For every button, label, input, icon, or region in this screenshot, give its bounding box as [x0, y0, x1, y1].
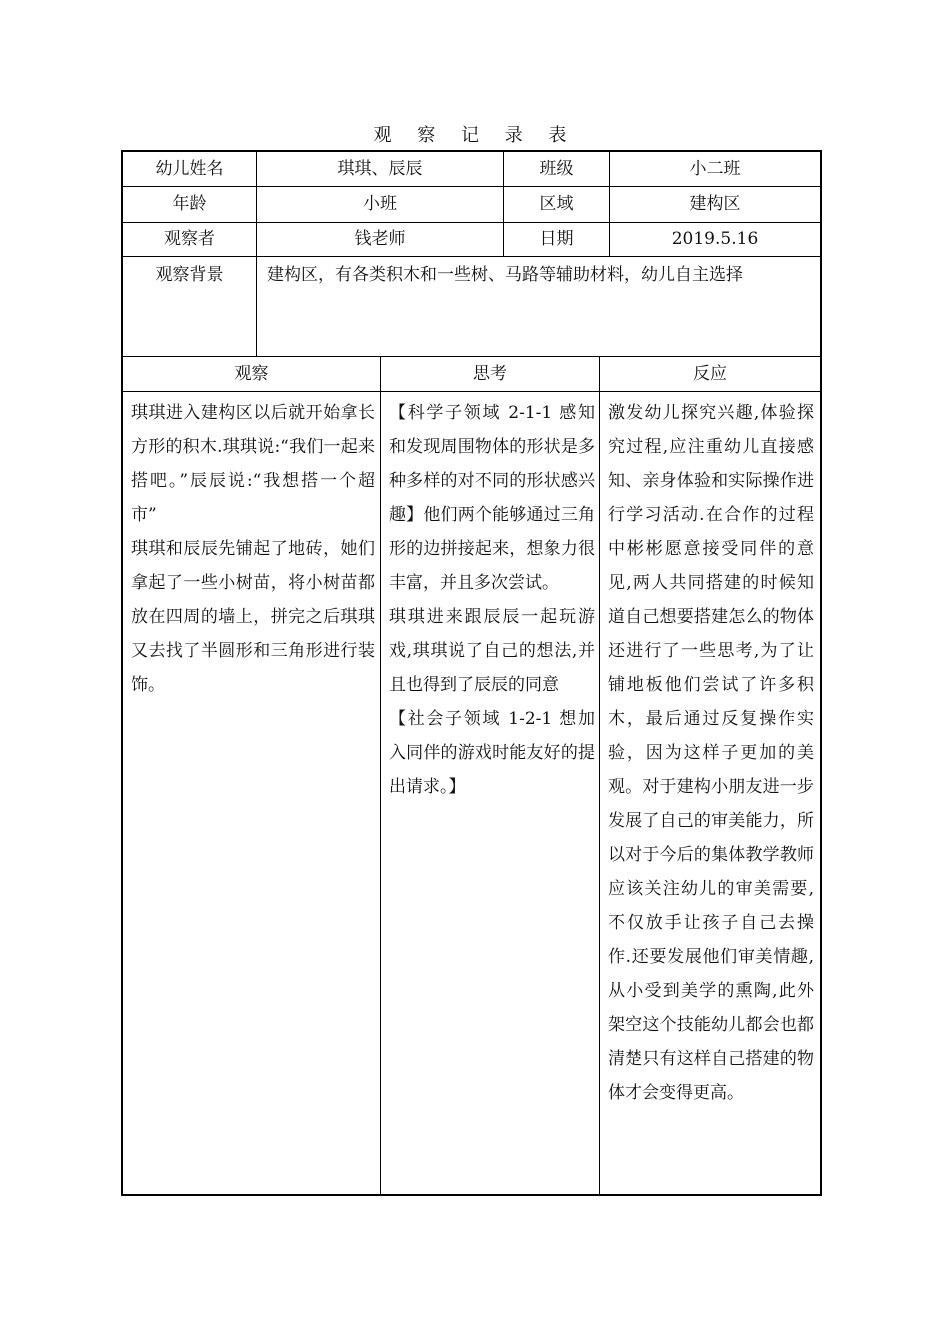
background-text: 建构区，有各类积木和一些树、马路等辅助材料，幼儿自主选择 [267, 265, 743, 285]
value-area: 建构区 [689, 194, 741, 214]
value-date: 2019.5.16 [671, 229, 759, 249]
col-divider [599, 356, 600, 1194]
observation-paragraph: 琪琪进入建构区以后就开始拿长方形的积木.琪琪说:“我们一起来搭吧。”辰辰说:“我想搭一个超市” [131, 403, 375, 525]
thinking-paragraph: 琪琪进来跟辰辰一起玩游戏,琪琪说了自己的想法,并且也得到了辰辰的同意 [389, 607, 595, 695]
label-observer: 观察者 [164, 229, 215, 249]
header-thinking: 思考 [473, 363, 507, 384]
label-background: 观察背景 [155, 264, 224, 285]
label-class: 班级 [539, 158, 574, 179]
reaction-paragraph: 激发幼儿探究兴趣,体验探究过程,应注重幼儿直接感知、亲身体验和实际操作进行学习活动.在合作的过程中彬彬愿意接受同伴的意见,两人共同搭建的时候知道自己想要搭建怎么的物体还进行了一些思考,为了让铺地板他们尝试了许多积木，最后通过反复操作实验，因为这样子更加的美观。对于建构小朋友进一步发展了自己的审美能力，所以对于今后的集体教学教师应该关注幼儿的审美需要,不仅放手让孩子自己去操作.还要发展他们审美情趣,从小受到美学的熏陶,此外架空这个技能幼儿都会也都清楚只有这样自己搭建的物体才会变得更高。 [608, 403, 814, 1103]
reaction-text [608, 396, 814, 1110]
value-class: 小二班 [689, 158, 741, 179]
observation-table [121, 150, 822, 1196]
value-age: 小班 [363, 194, 397, 214]
thinking-paragraph: 【科学子领域 2-1-1 感知和发现周围物体的形状是多种多样的对不同的形状感兴趣】他们两个能够通过三角形的边拼接起来，想象力很丰富，并且多次尝试。 [389, 403, 595, 593]
value-child-name: 琪琪、辰辰 [337, 158, 423, 179]
observation-text [131, 396, 375, 702]
col-divider [380, 356, 381, 1194]
label-age: 年龄 [172, 194, 207, 214]
label-area: 区域 [539, 194, 574, 214]
value-observer: 钱老师 [354, 229, 406, 249]
thinking-paragraph: 【社会子领域 1-2-1 想加入同伴的游戏时能友好的提出请求。】 [389, 709, 595, 797]
label-date: 日期 [539, 229, 574, 249]
thinking-text [389, 396, 595, 804]
label-child-name: 幼儿姓名 [155, 158, 224, 179]
header-reaction: 反应 [693, 363, 727, 384]
observation-paragraph: 琪琪和辰辰先铺起了地砖，她们拿起了一些小树苗，将小树苗都放在四周的墙上，拼完之后琪琪又去找了半圆形和三角形进行装饰。 [131, 539, 375, 695]
row-divider [123, 256, 820, 257]
page-title: 观 察 记 录 表 [373, 125, 577, 146]
header-observation: 观察 [234, 363, 269, 384]
row-divider [123, 391, 820, 392]
